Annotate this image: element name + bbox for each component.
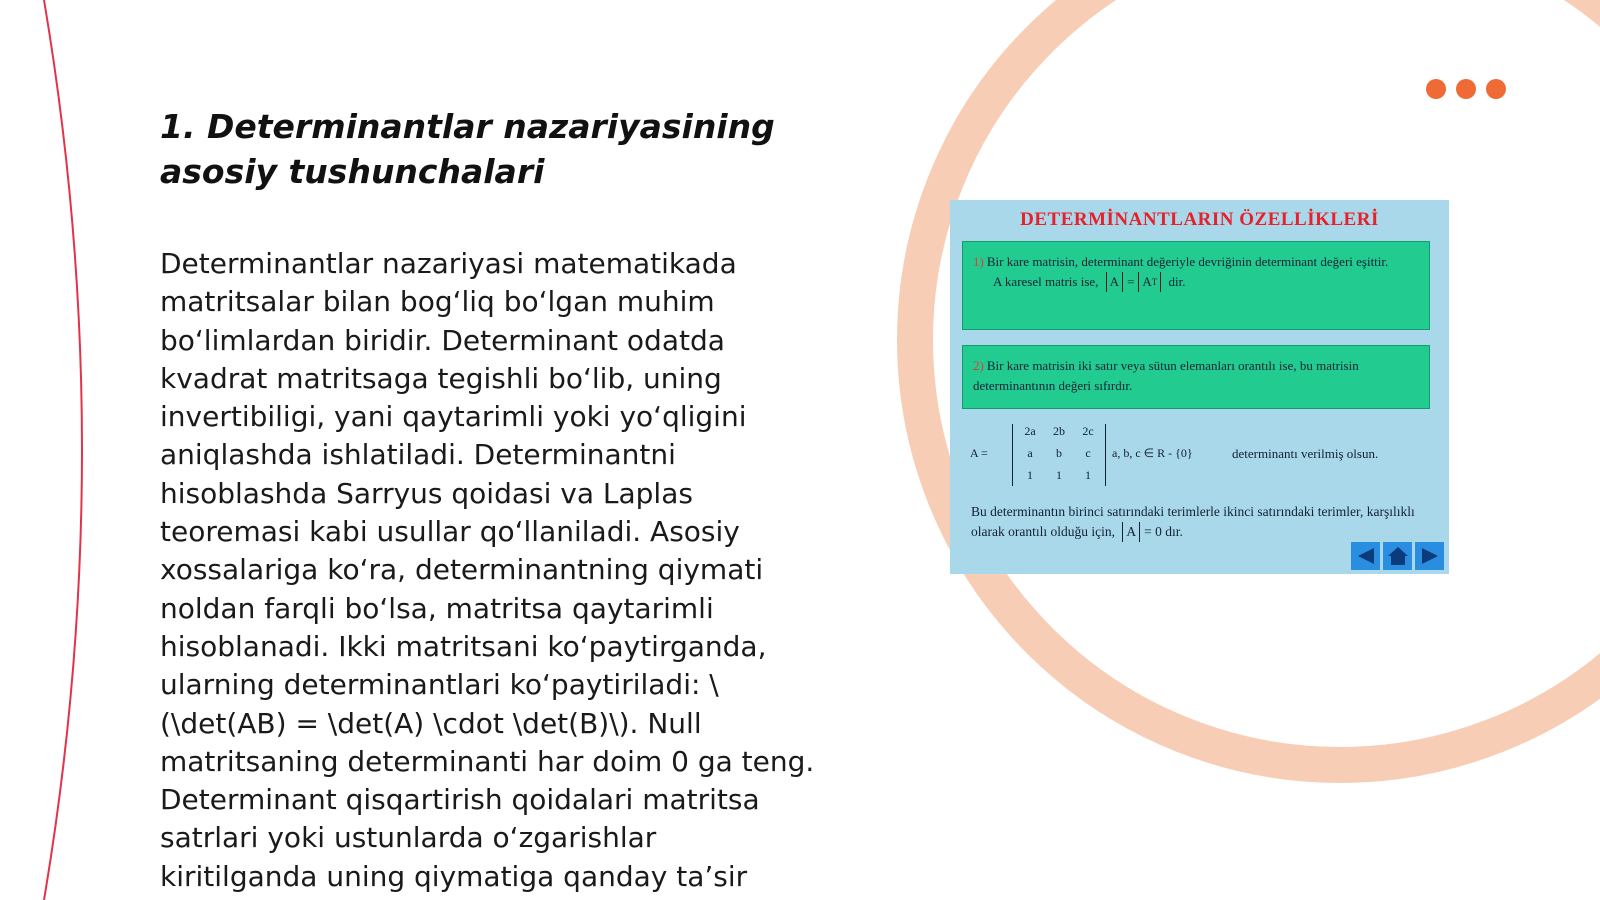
figure-title: DETERMİNANTLARIN ÖZELLİKLERİ <box>1020 209 1379 230</box>
matrix-text: determinantı verilmiş olsun. <box>1232 446 1379 461</box>
rule-1-formula: A karesel matris ise, $A = A^T$ dir. <box>973 272 1419 292</box>
rule-2-box <box>962 345 1430 409</box>
formula-var: A <box>1142 274 1152 289</box>
prev-arrow-icon[interactable] <box>1351 542 1380 570</box>
matrix-example <box>970 422 1430 488</box>
formula-value: = 0 <box>1144 524 1162 539</box>
left-curve-line <box>44 0 82 900</box>
matrix-lhs: A = <box>970 446 988 460</box>
rule-number: 1) <box>973 254 984 269</box>
rule-1-box <box>962 241 1430 330</box>
formula-suffix: dir. <box>1168 274 1186 289</box>
dot <box>1486 79 1506 99</box>
matrix-condition: a, b, c ∈ R - {0} <box>1112 446 1193 460</box>
matrix-cell: 2b <box>1053 424 1065 438</box>
slide-body-text: Determinantlar nazariyasi matematikada matritsalar bilan bog‘liq bo‘lgan muhim bo‘limlardan biridir. Determinant odatda kvadrat matritsaga tegishli bo‘lib, uning invertibiligi, yani qaytarimli yoki yo‘qligini aniqlashda ishlatiladi. Determinantni hisoblashda Sarryus qoidasi va Laplas teoremasi kabi usullar qo‘llaniladi. Asosiy xossalariga ko‘ra, determinantning qiymati noldan farqli bo‘lsa, matritsa qaytarimli hisoblanadi. Ikki matritsani ko‘paytirganda, ularning determinantlari ko‘paytiriladi: \(\det(AB) = \det(A) \cdot \det(B)\). Null matritsaning determinanti har doim 0 ga teng. Determinant qisqartirish qoidalari matritsa satrlari yoki ustunlarda o‘zgarishlar kiritilganda uning qiymatiga qanday ta’sir <box>160 247 815 893</box>
note-text: Bu determinantın birinci satırındaki terimlerle ikinci satırındaki terimler, karşılıklı olarak orantılı olduğu için, <box>971 504 1415 539</box>
matrix-cell: a <box>1027 446 1033 460</box>
rule-text: Bir kare matrisin, determinant değeriyle devriğinin determinant değeri eşittir. <box>986 254 1389 269</box>
dots-decoration <box>1426 79 1506 99</box>
dot <box>1426 79 1446 99</box>
rule-text: Bir kare matrisin iki satır veya sütun elemanları orantılı ise, bu matrisin determinantının değeri sıfırdır. <box>973 358 1359 393</box>
matrix-cell: 1 <box>1056 468 1062 482</box>
rule-number: 2) <box>973 358 984 373</box>
matrix-cell: 2a <box>1024 424 1036 438</box>
note-suffix: dır. <box>1165 524 1183 539</box>
determinant-properties-figure <box>950 200 1449 574</box>
matrix-grid <box>1012 424 1106 486</box>
formula-prefix: A karesel matris ise, <box>993 274 1099 289</box>
figure-nav <box>1351 542 1444 570</box>
abs-lhs <box>1106 272 1123 292</box>
transpose-sup: T <box>1151 277 1158 287</box>
matrix-cell: c <box>1085 446 1091 460</box>
matrix-cell: b <box>1056 446 1062 460</box>
dot <box>1456 79 1476 99</box>
matrix-cell: 1 <box>1027 468 1033 482</box>
home-icon[interactable] <box>1383 542 1412 570</box>
matrix-cell: 1 <box>1085 468 1091 482</box>
abs-rhs <box>1138 272 1161 292</box>
slide-title: 1. Determinantlar nazariyasining asosiy tushunchalari <box>160 107 775 191</box>
formula-var: A <box>1109 274 1120 289</box>
matrix-cell: 2c <box>1082 424 1094 438</box>
abs-var <box>1122 522 1140 542</box>
figure-note <box>971 502 1431 542</box>
formula-var: A <box>1126 524 1137 539</box>
next-arrow-icon[interactable] <box>1415 542 1444 570</box>
